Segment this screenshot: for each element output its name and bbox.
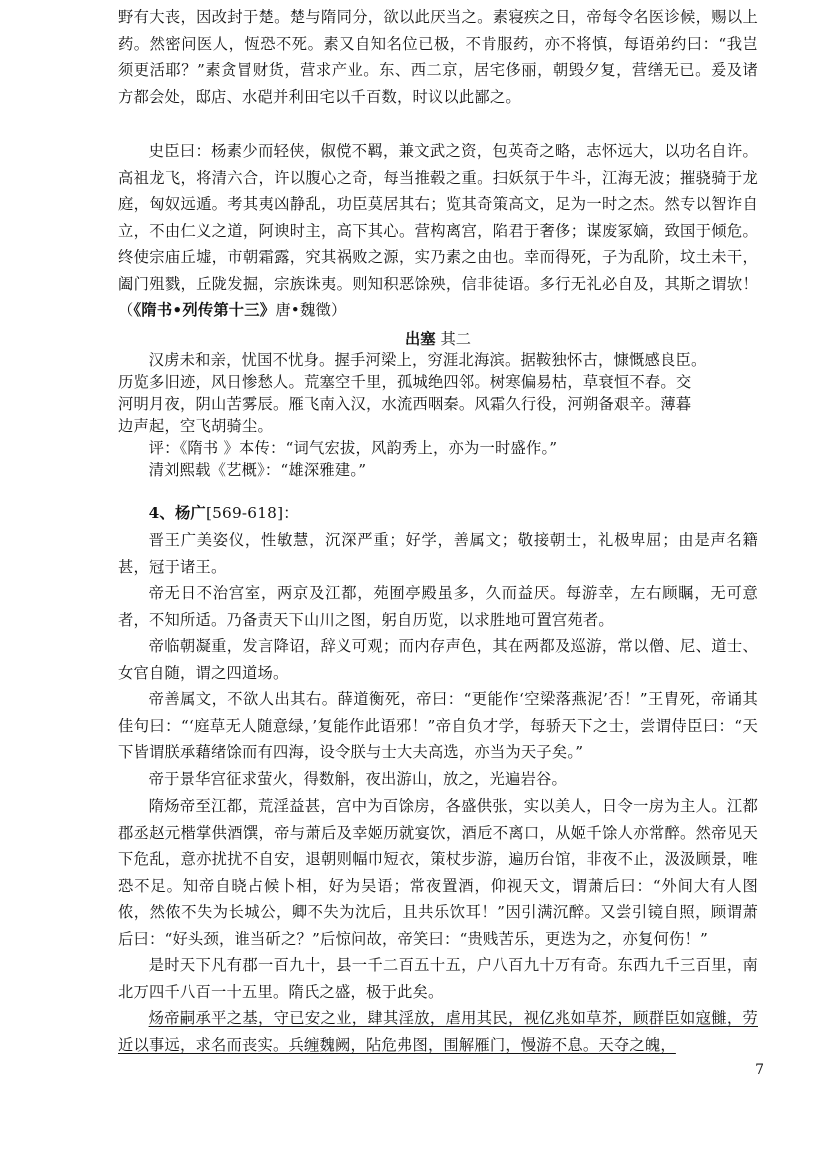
paragraph-yang-su-end: 野有大丧，因改封于楚。楚与隋同分，欲以此厌当之。素寝疾之日，帝每令名医诊候，赐以上药。然密问医人，恆恐不死。素又自知名位已极，不肯服药，亦不将慎，每语弟约曰：“我岂须更活耶？”素贪冒财货，营求产业。东、西二京，居宅侈丽，朝毁夕复，营缮无已。爰及诸方都会处，邸店、水硙并利田宅以千百数，时议以此鄙之。 bbox=[118, 8, 758, 106]
paragraph-court: 帝临朝凝重，发言降诏，辞义可观；而内存声色，其在两都及巡游，常以僧、尼、道士、女官自随，谓之四道场。 bbox=[118, 637, 758, 682]
paragraph-fireflies: 帝于景华宫征求萤火，得数斛，夜出游山，放之，光遍岩谷。 bbox=[148, 770, 568, 788]
source-author: 唐•魏徵） bbox=[275, 301, 347, 319]
paragraph-literature: 帝善属文，不欲人出其右。薛道衡死，帝曰：“更能作‘空梁落燕泥’否！”王胄死，帝诵其佳句曰：“‘庭草无人随意绿，’复能作此语邪！”帝自负才学，每骄天下之士，尝谓侍臣曰：“天下皆谓朕承藉绪馀而有四海，设令朕与士大夫高选，亦当为天子矣。” bbox=[118, 690, 758, 761]
poem-comment-1: 评：《隋书 》本传：“词气宏拔，风韵秀上，亦为一时盛作。” bbox=[148, 439, 558, 457]
historian-comment-text: 史臣曰：杨素少而轻侠，俶傥不羁，兼文武之资，包英奇之略，志怀远大，以功名自许。高祖龙飞，将清六合，许以腹心之奇，每当推毂之重。扫妖氛于牛斗，江海无波；摧骁骑于龙庭，匈奴远遁。考其夷凶静乱，功臣莫居其右；览其奇策高文，足为一时之杰。然专以智诈自立，不由仁义之道，阿谀时主，高下其心。营构离宫，陷君于奢侈；谋废冢嫡，致国于倾危。终使宗庙丘墟，市朝霜露，究其祸败之源，实乃素之由也。幸而得死，子为乱阶，坟土未干，阖门殂戮，丘陇发掘，宗族诛夷。则知积恶馀殃，信非徒语。多行无礼必自及，其斯之谓欤！（ bbox=[118, 142, 758, 319]
source-book-title: 《隋书 bbox=[133, 301, 173, 319]
poem-line-2: 历览多旧迹，风日惨愁人。荒塞空千里，孤城绝四邻。树寒偏易枯，草衰恒不春。交 bbox=[118, 373, 692, 391]
poem-line-4: 边声起，空飞胡骑尘。 bbox=[118, 417, 273, 435]
paragraph-jiangdu: 隋炀帝至江都，荒淫益甚，宫中为百馀房，各盛供张，实以美人，日令一房为主人。江都郡丞赵元楷掌供酒馔，帝与萧后及幸姬历就宴饮，酒卮不离口，从姬千馀人亦常醉。然帝见天下危乱，意亦扰扰不自安，退朝则幅巾短衣，策杖步游，遍历台馆，非夜不止，汲汲顾景，唯恐不足。知帝自晓占候卜相，好为吴语；常夜置酒，仰视天文，谓萧后曰：“外间大有人图侬，然侬不失为长城公，卿不失为沈后，且共乐饮耳！”因引满沉醉。又尝引镜自照，顾谓萧后曰：“好头颈，谁当斫之？”后惊问故，帝笑曰：“贵贱苦乐，更迭为之，亦复何伤！” bbox=[118, 797, 758, 948]
paragraph-census: 是时天下凡有郡一百九十，县一千二百五十五，户八百九十万有奇。东西九千三百里，南北万四千八百一十五里。隋氏之盛，极于此矣。 bbox=[118, 956, 758, 1001]
poem-line-3: 河明月夜，阴山苦雾辰。雁飞南入汉，水流西咽秦。风霜久行役，河朔备艰辛。薄暮 bbox=[118, 395, 692, 413]
page-number: 7 bbox=[755, 1062, 764, 1078]
section-years: [569-618]： bbox=[205, 504, 299, 522]
poem-line-1: 汉虏未和亲，忧国不忧身。握手河梁上，穷涯北海滨。据鞍独怀古，慷慨感良臣。 bbox=[148, 351, 707, 369]
paragraph-conclusion-underlined: 炀帝嗣承平之基，守已安之业，肆其淫放，虐用其民，视亿兆如草芥，顾群臣如寇雠，劳近以事远，求名而丧实。兵缠魏阙，阽危弗图，围解雁门，慢游不息。天夺之魄， bbox=[118, 1009, 758, 1054]
poem-title bbox=[118, 328, 758, 350]
paragraph-historian-comment bbox=[118, 138, 758, 324]
poem-comment-2: 清刘熙载《艺概》：“雄深雅建。” bbox=[148, 461, 367, 479]
paragraph-jin-wang: 晋王广美姿仪，性敏慧，沉深严重；好学，善属文；敬接朝士，礼极卑屈；由是声名籍甚，冠于诸王。 bbox=[118, 531, 758, 576]
paragraph-palaces: 帝无日不治宫室，两京及江都，苑囿亭殿虽多，久而益厌。每游幸，左右顾瞩，无可意者，不知所适。乃备责天下山川之图，躬自历览，以求胜地可置宫苑者。 bbox=[118, 584, 758, 629]
source-book-chapter: •列传第十三》 bbox=[172, 301, 276, 319]
section-heading-yang-guang bbox=[118, 500, 758, 527]
section-name: 杨广 bbox=[174, 504, 206, 522]
poem-title-number: 其二 bbox=[440, 330, 472, 348]
section-number: 4、 bbox=[148, 504, 175, 522]
poem-title-name: 出塞 bbox=[404, 330, 436, 348]
